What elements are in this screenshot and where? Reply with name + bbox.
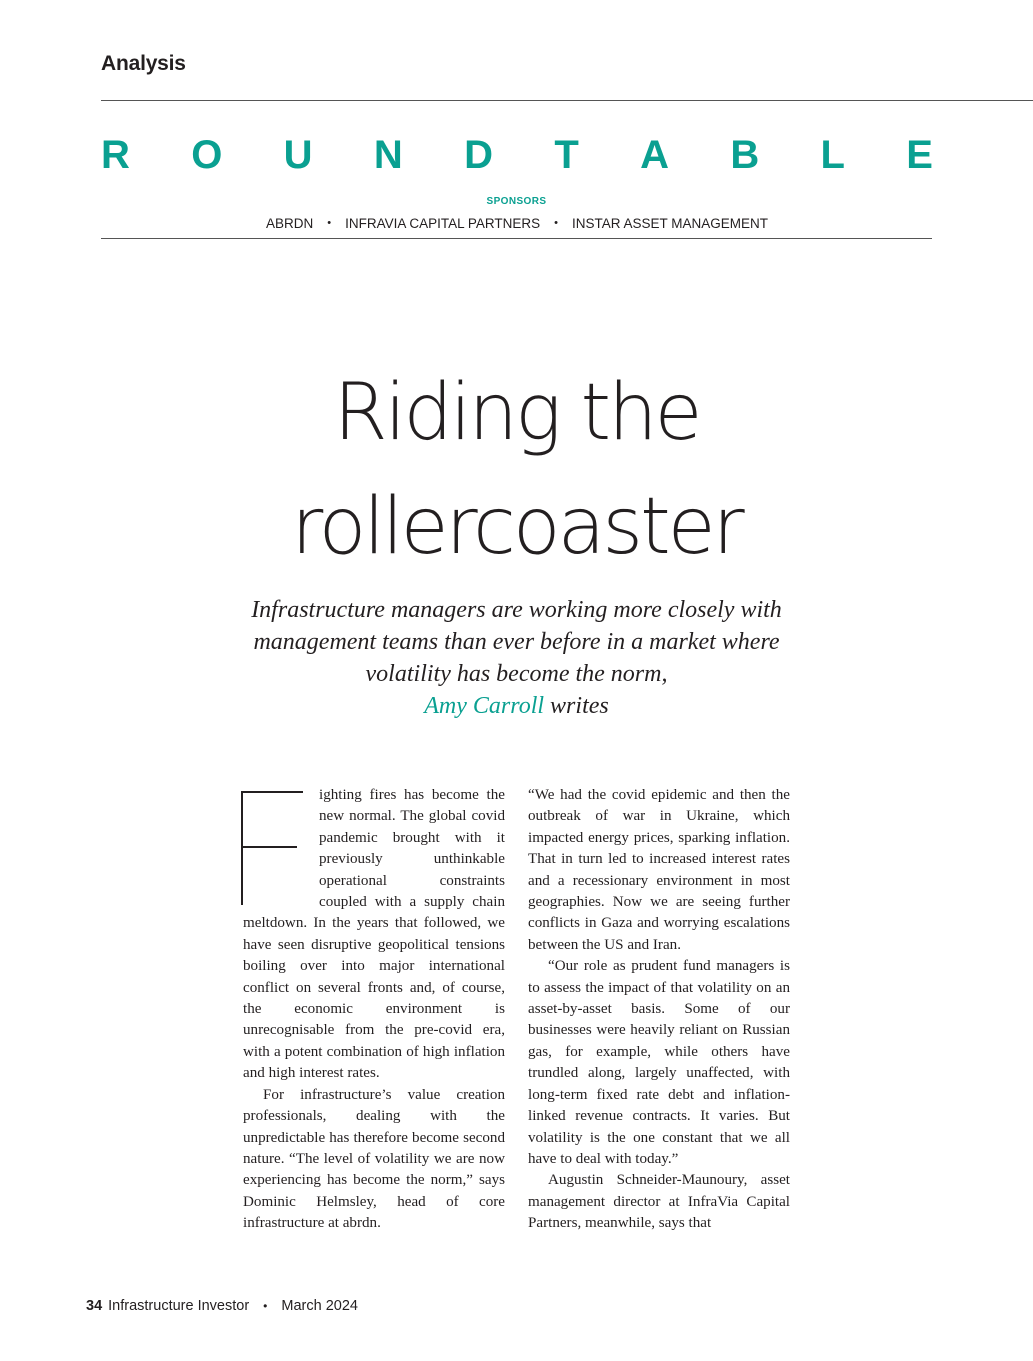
page-number: 34 (86, 1298, 103, 1314)
header-divider (101, 100, 1033, 101)
title-line: Riding the (333, 368, 700, 458)
sponsors-label: SPONSORS (486, 196, 547, 207)
banner-letter: B (730, 133, 760, 177)
standfirst-text: Infrastructure managers are working more closely with management teams than ever before in a market where volatility has become the norm, (251, 597, 782, 687)
paragraph: “We had the covid epidemic and then the outbreak of war in Ukraine, which impacted energy prices, sparking inflation. That in turn led to increased interest rates and a recessionary environment in most geographies. Now we are seeing further conflicts in Gaza and worrying escalations between the US and Iran. (528, 787, 790, 953)
banner-letter: N (373, 133, 403, 177)
sponsors-list (101, 214, 933, 232)
standfirst-suffix: writes (550, 693, 609, 719)
dropcap (139, 689, 317, 907)
banner-letter: U (283, 133, 313, 177)
author-name: Amy Carroll (424, 693, 545, 719)
sponsors-divider (101, 238, 932, 239)
sponsor-name: INFRAVIA CAPITAL PARTNERS (345, 215, 541, 231)
section-label: Analysis (101, 52, 186, 75)
sponsor-name: INSTAR ASSET MANAGEMENT (571, 215, 769, 231)
banner-letter: A (640, 133, 669, 177)
banner-letter: T (554, 133, 579, 177)
sponsor-name: ABRDN (265, 215, 314, 231)
standfirst (230, 594, 803, 722)
publication-name: Infrastructure Investor (108, 1298, 250, 1314)
roundtable-banner (101, 133, 933, 177)
title-line: rollercoaster (291, 482, 742, 572)
article-column-right (528, 785, 790, 1235)
paragraph: “Our role as prudent fund managers is to assess the impact of that volatility on an asset-by-asset basis. Some of our businesses were heavily reliant on Russian gas, for example, while others have trundled along, largely unaffected, with long-term fixed rate debt and inflation-linked revenue contracts. It varies. But volatility is the one constant that we all have to deal with today.” (528, 958, 790, 1167)
page-title (0, 356, 1033, 584)
banner-letter: E (906, 133, 933, 177)
banner-letter: L (820, 133, 845, 177)
banner-letter: D (464, 133, 493, 177)
page-footer (86, 1298, 358, 1314)
paragraph: Augustin Schneider-Maunoury, asset management director at InfraVia Capital Partners, meanwhile, says that (528, 1172, 790, 1232)
sponsor-separator: • (327, 217, 332, 229)
paragraph: For infrastructure’s value creation professionals, dealing with the unpredictable has therefore become second nature. “The level of volatility we are now experiencing has become the norm,” says Dominic Helmsley, head of core infrastructure at abrdn. (243, 1086, 505, 1232)
paragraph: ighting fires has become the new normal. The global covid pandemic brought with it previously unthinkable operational constraints coupled with a supply chain meltdown. In the years that followed, we have seen disruptive geopolitical tensions boiling over into major international conflict on several fronts and, of course, the economic environment is unrecognisable from the pre-covid era, with a potent combination of high inflation and high interest rates. (243, 787, 505, 1082)
banner-letter: O (191, 133, 223, 177)
banner-letter: R (101, 133, 130, 177)
dropcap-letter: F (139, 689, 140, 690)
footer-separator: • (263, 1299, 268, 1313)
sponsor-separator: • (554, 217, 558, 229)
issue-date: March 2024 (281, 1298, 358, 1314)
